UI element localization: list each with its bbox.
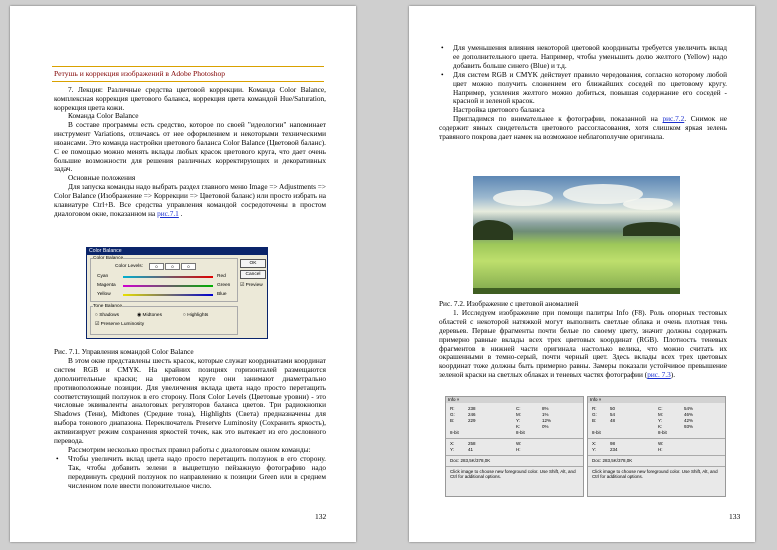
figure-caption: Рис. 7.2. Изображение с цветовой аномалией [439, 299, 579, 308]
cyan-red-slider[interactable] [123, 276, 213, 278]
figure-caption: Рис. 7.1. Управления командой Color Balance [54, 347, 194, 356]
section-heading: Настройка цветового баланса [453, 105, 545, 115]
paragraph: Для запуска команды надо выбрать раздел главного меню Image => Adjustments => Color Balance (Изображение => Коррекции => Цветовой баланс) или просто избрать на клавиатуре Ctrl+B. Все средства управления командой сосредоточены в простом диалоговом окне, показанном на рис.7.1 . [54, 182, 326, 218]
level-field-1[interactable]: 0 [149, 263, 164, 270]
paragraph: Пригладимся по внимательнее к фотографии, показанной на рис.7.2. Снимок не содержит явных свидетельств цветового рассогласования, хотя слишком яркая зелень травяного покрова дает намек на возможное неблагополучие оригинала. [439, 114, 727, 142]
landscape-photo [473, 176, 680, 294]
section-heading: Основные положения [68, 173, 136, 183]
running-header: Ретушь и коррекция изображений в Adobe Photoshop [52, 66, 324, 82]
paragraph: Рассмотрим несколько простых правил работы с диалоговым окном команды: [68, 444, 311, 454]
yellow-blue-slider[interactable] [123, 294, 213, 296]
info-panel: Info × R: 238 G: 246 B: 229 C: 8% M: 1% Y: 12% K: 0% 8-bit 8-bit X: 258 Y: 41 W: H: Doc: 283,5K/378,0K Click image to choose new foreground color. Use Shift, Alt, and Ctrl for additional options. [445, 396, 584, 497]
figure-link[interactable]: рис. 7.3 [647, 370, 671, 380]
level-field-2[interactable]: 0 [165, 263, 180, 270]
magenta-green-slider[interactable] [123, 285, 213, 287]
figure-link[interactable]: рис.7.1 [157, 208, 179, 218]
bullet-item: • Чтобы увеличить вклад цвета надо просто перетащить ползунок в его сторону. Так, чтобы добавить зелени в выцветшую пейзажную фотографию надо передвинуть средний ползунок по направлению к позиции Green или в среднем численном поле ввести положительное число. [54, 455, 326, 491]
lecture-title: 7. Лекция: Различные средства цветовой коррекции. Команда Color Balance, комплексная коррекция цветового баланса, коррекция цвета командой Hue/Saturation, коррекция цвета кожи. [54, 85, 326, 112]
paragraph: В составе программы есть средство, которое по своей "идеологии" напоминает инструмент Variations, отличаясь от нее оформлением и некоторыми техническими нюансами. Это команда настройки цветового баланса Color Balance (Цветовой баланс). С ее помощью можно менять вклады любых красок цветового круга, что дает очень большие возможности для решения различных корректирующих и декоративных задач. [54, 119, 326, 174]
color-balance-group: Color Balance Color Levels: 0 0 0 Cyan Red Magenta Green Yellow Blue [90, 258, 238, 302]
page-132 [10, 6, 356, 542]
level-field-3[interactable]: 0 [181, 263, 196, 270]
section-heading: Команда Color Balance [68, 111, 139, 120]
info-panel: Info × R: 50 G: 54 B: 48 C: 54% M: 46% Y: 42% K: 93% 8-bit 8-bit X: 98 Y: 234 W: H: Doc: 283,5K/378,0K Click image to choose new foreground color. Use Shift, Alt, and Ctrl for additional options. [587, 396, 726, 497]
bullets-continued [439, 44, 727, 142]
paragraph: 1. Исследуем изображение при помощи палитры Info (F8). Роль опорных тестовых областей с некоторой натяжкой могут выполнить светлые облака и очень плотная тень деревьев. Первые фрагменты почти белые по своему цвету, значит должны содержать примерно равные вклады всех трех цветовых координат (RGB). Плотность теневых фрагментов в нижней части оригинала настолько велика, что можно считать их окрашенными в темно-серый, почти черный цвет. Здесь вклады всех трех цветовых координат тоже должны быть примерно равны. Замеры показали устойчивое превышение зеленой краски на светлых облаках и теневых частях фотографии (рис. 7.3). [439, 307, 727, 380]
bullet-item: • Для систем RGB и CMYK действует правило чередования, согласно которому любой цвет можно получить сложением его ближайших соседей по цветовому кругу. Например, усиления желтого можно добиться, повышая содержание его соседей - красной и зеленой красок. [439, 71, 727, 107]
page-number: 132 [315, 512, 327, 521]
dialog-title: Color Balance [87, 248, 267, 255]
preserve-luminosity-checkbox[interactable]: ☑ Preserve Luminosity [95, 322, 145, 327]
midtones-radio[interactable]: ◉ Midtones [137, 313, 162, 318]
figure-link[interactable]: рис.7.2 [662, 114, 685, 124]
highlights-radio[interactable]: ○ Highlights [183, 313, 209, 318]
page-133 [409, 6, 755, 542]
cancel-button[interactable]: Cancel [240, 270, 266, 279]
ok-button[interactable]: OK [240, 259, 266, 268]
bullet-item: • Для уменьшения влияния некоторой цветовой координаты требуется увеличить вклад ее дополнительного цвета. Например, чтобы уменьшить долю желтого (Yellow) надо добавить больше синего (Blue) и т.д. [439, 44, 727, 71]
tone-balance-group: Tone Balance ○ Shadows ◉ Midtones ○ Highlights ☑ Preserve Luminosity [90, 306, 238, 335]
color-balance-dialog [86, 247, 268, 339]
section-color-balance [54, 112, 326, 219]
paragraph: В этом окне представлены шесть красок, которые служат координатами координат систем RGB и CMYK. На крайних позициях горизонталей размещаются дополнительные краски; на цветовом круге они занимают диаметрально противоположные позиции. Для увеличения вклада цвета надо просто перетащить соответствующий ползунок в его сторону. Поля Color Levels (Цветовые уровни) - это числовые эквиваленты аналоговых регуляторов баланса цветов. Три радиокнопки Shadows (Тени), Midtones (Средние тона), Highlights (Света) предназначены для выбора тонового диапазона. Переключатель Preserve Luminosity (Сохранить яркость), активизирует режим сохранения яркостей точек, как это вытекает из его дословного перевода. [54, 355, 326, 446]
shadows-radio[interactable]: ○ Shadows [95, 313, 119, 318]
preview-checkbox[interactable]: ☑ Preview [240, 283, 263, 288]
body-after-photo [439, 300, 727, 380]
body-after-figure [54, 348, 326, 491]
page-number: 133 [729, 512, 741, 521]
